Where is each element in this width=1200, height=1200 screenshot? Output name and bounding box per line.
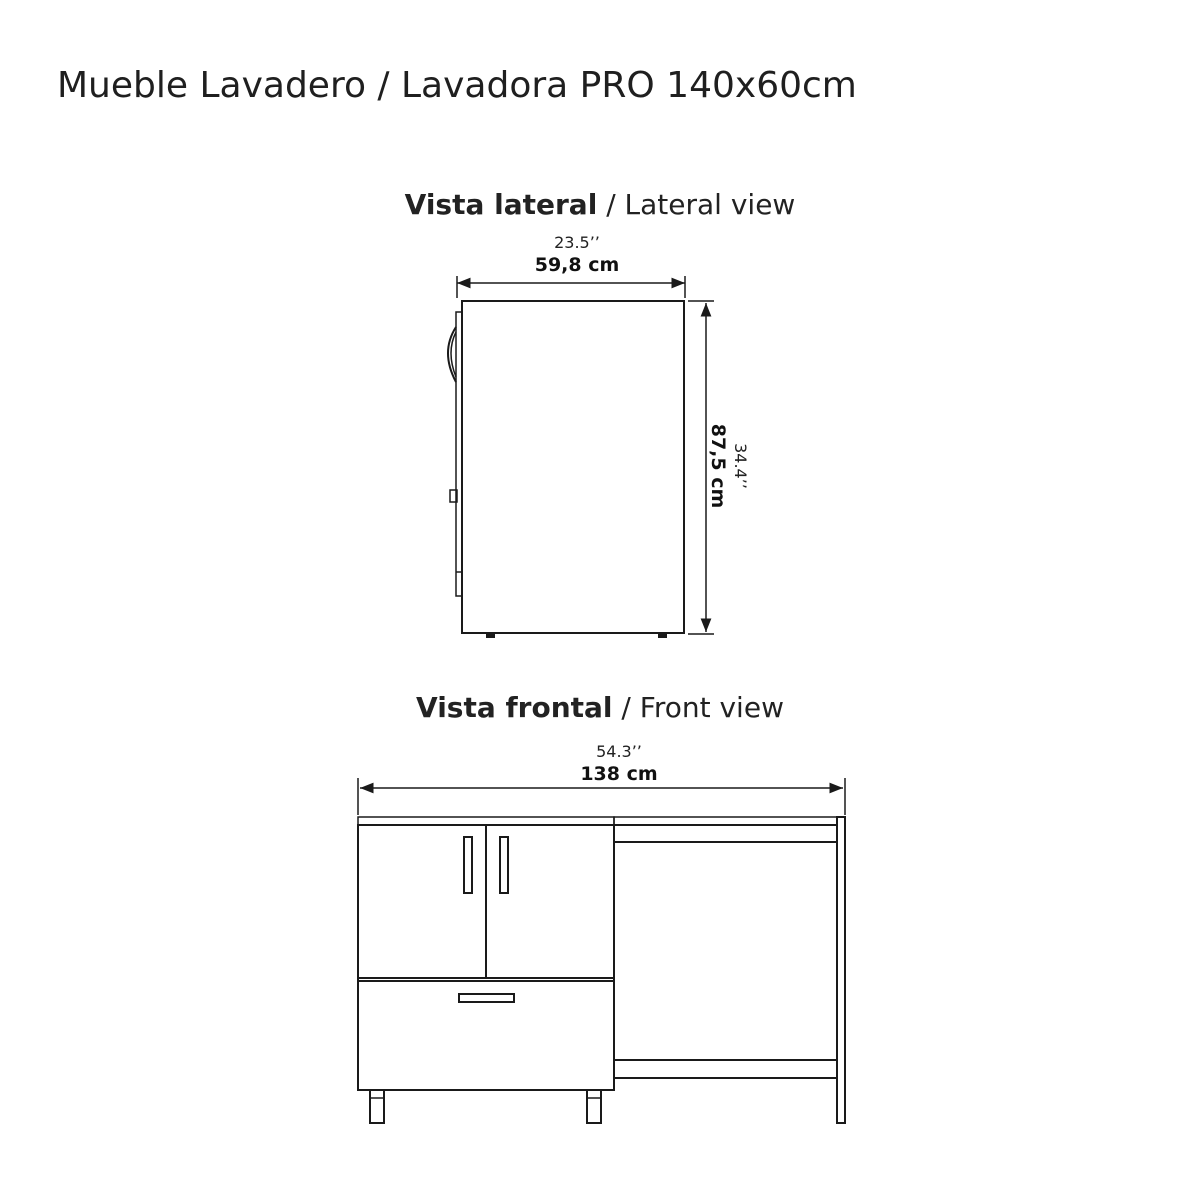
lateral-view-drawing (448, 301, 684, 638)
lateral-foot-back (658, 633, 667, 638)
front-width-inches: 54.3’’ (596, 742, 642, 761)
front-washer-bay-bottom-rail (614, 1060, 837, 1078)
lateral-width-cm: 59,8 cm (534, 254, 620, 276)
front-drawer-handle (459, 994, 514, 1002)
front-heading-sep: / (612, 691, 640, 724)
lateral-heading-regular: Lateral view (624, 188, 796, 221)
front-heading (416, 691, 784, 724)
lateral-height-inches: 34.4’’ (731, 443, 750, 489)
front-width-cm: 138 cm (580, 763, 658, 785)
page-title: Mueble Lavadero / Lavadora PRO 140x60cm (57, 65, 857, 106)
front-heading-bold: Vista frontal (416, 691, 613, 724)
lateral-width-inches: 23.5’’ (554, 233, 600, 252)
front-heading-regular: Front view (639, 691, 784, 724)
lateral-heading (405, 188, 796, 221)
lateral-heading-sep: / (597, 188, 625, 221)
front-leg-left (370, 1090, 384, 1123)
front-countertop-right (614, 817, 837, 825)
front-washer-bay-top-rail (614, 825, 837, 842)
front-right-door-handle (500, 837, 508, 893)
front-view-drawing (358, 817, 845, 1123)
lateral-cabinet-side (462, 301, 684, 633)
lateral-foot-front (486, 633, 495, 638)
lateral-heading-bold: Vista lateral (404, 188, 598, 221)
front-countertop-left (358, 817, 614, 825)
lateral-height-cm: 87,5 cm (707, 423, 729, 509)
front-side-panel (837, 817, 845, 1123)
front-leg-right (587, 1090, 601, 1123)
front-left-door-handle (464, 837, 472, 893)
front-drawer (358, 981, 614, 1090)
